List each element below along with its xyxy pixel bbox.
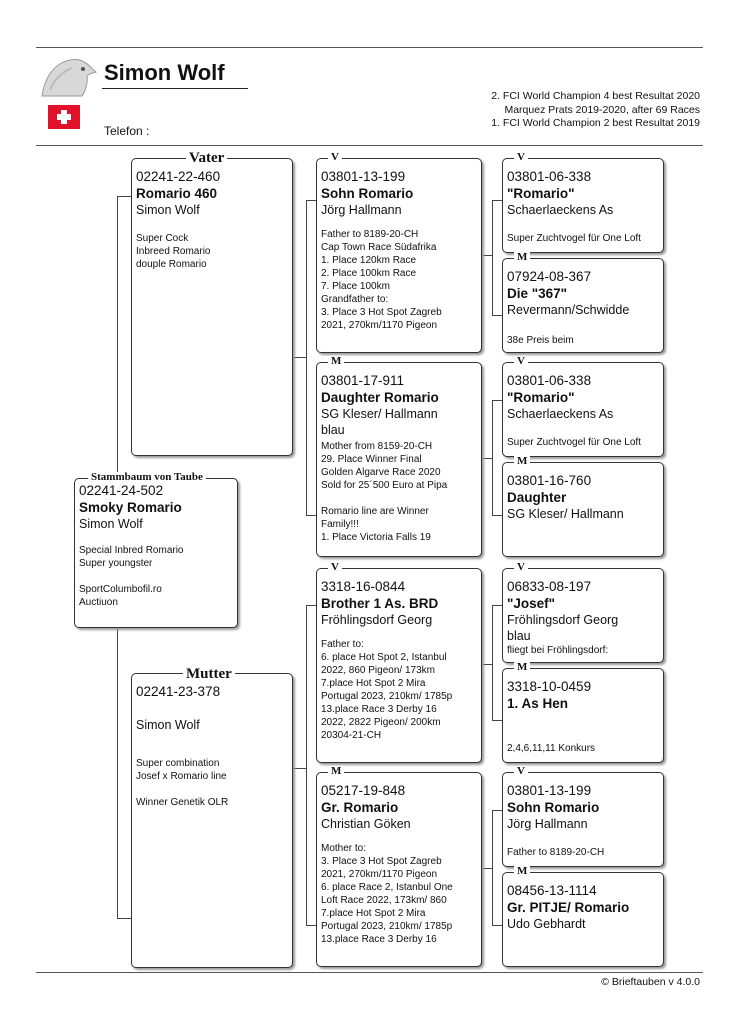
achievement-line: 2. FCI World Champion 4 best Resultat 2020: [491, 90, 700, 102]
notes: Mother to: 3. Place 3 Hot Spot Zagreb 2021, 270km/1170 Pigeon 6. place Race 2, Istanbul One Loft Race 2022, 173km/ 860 7.place Hot Spot 2 Mira Portugal 2023, 210km/ 1785p 13.place Race 3 Derby 16: [321, 843, 453, 945]
v-label: V: [514, 766, 528, 777]
m-label: M: [514, 252, 530, 263]
ring-number: 03801-06-338: [507, 169, 592, 184]
ring-number: 03801-13-199: [321, 169, 406, 184]
switzerland-flag: [48, 105, 80, 129]
pigeon-name: Smoky Romario: [79, 500, 182, 515]
pigeon-name: "Romario": [507, 186, 575, 201]
connector: [492, 315, 502, 316]
notes: Super combination Josef x Romario line Winner Genetik OLR: [136, 758, 229, 808]
connector: [306, 605, 316, 606]
pigeon-name: Sohn Romario: [321, 186, 414, 201]
achievement-line: 1. FCI World Champion 2 best Resultat 2019: [491, 117, 700, 129]
paternal-grandmother-card[interactable]: [316, 362, 482, 557]
pigeon-name: "Josef": [507, 596, 556, 611]
copyright: © Brieftauben v 4.0.0: [601, 976, 700, 988]
owner: Schaerlaeckens As: [507, 203, 614, 217]
m-label: M: [514, 866, 530, 877]
owner: [507, 712, 663, 728]
connector: [117, 628, 118, 918]
great-grandparent-card[interactable]: [502, 872, 664, 967]
color: blau: [321, 423, 345, 437]
owner: Schaerlaeckens As: [507, 407, 614, 421]
m-label: M: [514, 662, 530, 673]
ring-number: 05217-19-848: [321, 783, 406, 798]
pigeon-head-icon: [40, 52, 98, 98]
connector: [306, 200, 307, 515]
connector: [117, 196, 118, 478]
achievements: [380, 90, 700, 131]
connector: [306, 200, 316, 201]
ring-number: 02241-24-502: [79, 483, 164, 498]
maternal-grandfather-card[interactable]: [316, 568, 482, 763]
pigeon-name: Daughter Romario: [321, 390, 439, 405]
stammbaum-label: Stammbaum von Taube: [88, 472, 206, 483]
father-card[interactable]: [131, 158, 293, 456]
owner: Udo Gebhardt: [507, 917, 586, 931]
pigeon-name: Gr. PITJE/ Romario: [507, 900, 630, 915]
great-grandparent-card[interactable]: [502, 568, 664, 663]
paternal-grandfather-card[interactable]: [316, 158, 482, 353]
connector: [492, 400, 493, 515]
notes: 2,4,6,11,11 Konkurs: [507, 743, 596, 754]
connector: [492, 720, 502, 721]
connector: [492, 605, 493, 720]
ring-number: 02241-22-460: [136, 169, 221, 184]
pigeon-name: Die "367": [507, 286, 568, 301]
pigeon-name: Sohn Romario: [507, 800, 600, 815]
v-label: V: [328, 152, 342, 163]
notes: Super Cock Inbreed Romario douple Romario: [136, 233, 211, 270]
great-grandparent-card[interactable]: [502, 362, 664, 457]
owner: Revermann/Schwidde: [507, 303, 630, 317]
ring-number: 3318-10-0459: [507, 679, 592, 694]
vater-label: Vater: [186, 150, 227, 166]
achievement-line: Marquez Prats 2019-2020, after 69 Races: [504, 103, 700, 116]
ring-number: 03801-16-760: [507, 473, 592, 488]
mother-card[interactable]: [131, 673, 293, 968]
ring-number: 07924-08-367: [507, 269, 592, 284]
header-top-rule: [36, 47, 703, 48]
m-label: M: [514, 456, 530, 467]
header-bottom-rule: [36, 145, 703, 146]
connector: [306, 925, 316, 926]
phone-label: Telefon :: [104, 124, 150, 138]
m-label: M: [328, 766, 344, 777]
connector: [292, 768, 306, 769]
owner: Simon Wolf: [79, 517, 143, 531]
owner: Simon Wolf: [136, 203, 200, 217]
ring-number: 03801-17-911: [321, 373, 405, 388]
notes: Super Zuchtvogel für One Loft: [507, 233, 641, 244]
color: blau: [507, 629, 531, 643]
v-label: V: [328, 562, 342, 573]
great-grandparent-card[interactable]: [502, 772, 664, 867]
notes: Father to: 6. place Hot Spot 2, Istanbul 2022, 860 Pigeon/ 173km 7.place Hot Spot 2 Mira Portugal 2023, 210km/ 1785p 13.place Race 3 Derby 16 2022, 2822 Pigeon/ 200km 20304-21-CH: [321, 639, 453, 741]
connector: [306, 605, 307, 925]
connector: [492, 515, 502, 516]
ring-number: 02241-23-378: [136, 684, 221, 699]
m-label: M: [328, 356, 344, 367]
pigeon-name: 1. As Hen: [507, 696, 569, 711]
connector: [492, 200, 502, 201]
connector: [306, 515, 316, 516]
owner: Christian Göken: [321, 817, 411, 831]
pigeon-name: Daughter: [507, 490, 567, 505]
connector: [492, 605, 502, 606]
connector: [117, 918, 131, 919]
ring-number: 06833-08-197: [507, 579, 592, 594]
ring-number: 03801-06-338: [507, 373, 592, 388]
owner: Jörg Hallmann: [507, 817, 588, 831]
v-label: V: [514, 356, 528, 367]
owner: SG Kleser/ Hallmann: [507, 507, 624, 521]
footer-rule: [36, 972, 703, 973]
owner: Fröhlingsdorf Georg: [507, 613, 619, 627]
notes: Super Zuchtvogel für One Loft: [507, 437, 641, 448]
v-label: V: [514, 152, 528, 163]
great-grandparent-card[interactable]: [502, 258, 664, 353]
great-grandparent-card[interactable]: [502, 462, 664, 557]
owner: Simon Wolf: [136, 718, 200, 732]
connector: [292, 357, 306, 358]
notes: Special Inbred Romario Super youngster SportColumbofil.ro Auctiuon: [79, 545, 184, 608]
notes: 38e Preis beim: [507, 335, 574, 346]
notes: fliegt bei Fröhlingsdorf:: [507, 645, 609, 656]
notes: Mother from 8159-20-CH 29. Place Winner Final Golden Algarve Race 2020 Sold for 25´500 Euro at Pipa Romario line are Winner Family!!! 1. Place Victoria Falls 19: [321, 441, 448, 543]
owner: SG Kleser/ Hallmann: [321, 407, 438, 421]
great-grandparent-card[interactable]: [502, 158, 664, 253]
connector: [492, 810, 502, 811]
connector: [492, 810, 493, 925]
connector: [492, 200, 493, 315]
notes: Father to 8189-20-CH Cap Town Race Südafrika 1. Place 120km Race 2. Place 100km Race 7. Place 100km Grandfather to: 3. Place 3 Hot Spot Zagreb 2021, 270km/1170 Pigeon: [321, 229, 442, 331]
great-grandparent-card[interactable]: [502, 668, 664, 763]
pigeon-name: "Romario": [507, 390, 575, 405]
maternal-grandmother-card[interactable]: [316, 772, 482, 967]
pigeon-name: Gr. Romario: [321, 800, 399, 815]
subject-card[interactable]: [74, 478, 238, 628]
ring-number: 08456-13-1114: [507, 883, 597, 898]
breeder-name: Simon Wolf: [104, 60, 225, 85]
connector: [492, 925, 502, 926]
owner: Fröhlingsdorf Georg: [321, 613, 433, 627]
v-label: V: [514, 562, 528, 573]
mutter-label: Mutter: [183, 666, 235, 682]
owner: Jörg Hallmann: [321, 203, 402, 217]
pigeon-name: Romario 460: [136, 186, 218, 201]
ring-number: 3318-16-0844: [321, 579, 406, 594]
breeder-name-underline: [102, 88, 248, 89]
notes: Father to 8189-20-CH: [507, 847, 605, 858]
pigeon-name: Brother 1 As. BRD: [321, 596, 439, 611]
connector: [117, 196, 131, 197]
pigeon-name: [136, 700, 292, 717]
ring-number: 03801-13-199: [507, 783, 592, 798]
connector: [492, 400, 502, 401]
